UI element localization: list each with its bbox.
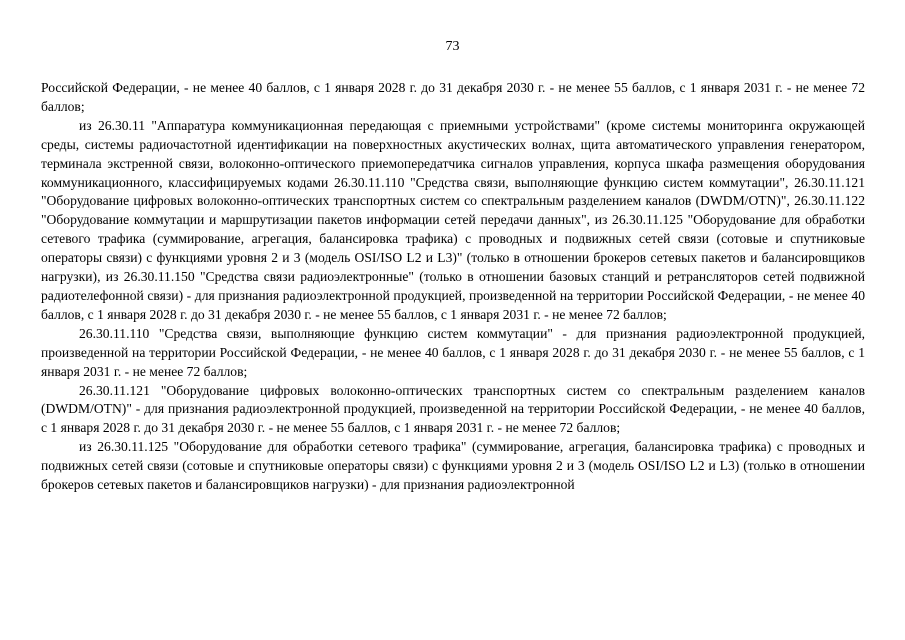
paragraph-item-26-30-11: из 26.30.11 "Аппаратура коммуникационная передающая с приемными устройствами" (кроме системы мониторинга окружающей среды, системы радиочастотной идентификации на поверхностных акустических волнах, щита автоматического управления генератором, терминала экстренной связи, волоконно-оптического приемопередатчика сигналов управления, корпуса шкафа размещения оборудования коммуникационного, классифицируемых кодами 26.30.11.110 "Средства связи, выполняющие функцию систем коммутации", 26.30.11.121 "Оборудование цифровых волоконно-оптических транспортных систем со спектральным разделением каналов (DWDM/OTN)", 26.30.11.122 "Оборудование коммутации и маршрутизации пакетов информации сетей передачи данных", из 26.30.11.125 "Оборудование для обработки сетевого трафика (суммирование, агрегация, балансировка трафика) с проводных и подвижных сетей связи (сотовые и спутниковые операторы связи) с функциями уровня 2 и 3 (модель OSI/ISO L2 и L3)" (только в отношении брокеров сетевых пакетов и балансировщиков нагрузки), из 26.30.11.150 "Средства связи радиоэлектронные" (только в отношении базовых станций и ретрансляторов сетей подвижной радиотелефонной связи) - для признания радиоэлектронной продукцией, произведенной на территории Российской Федерации, - не менее 40 баллов, с 1 января 2028 г. до 31 декабря 2030 г. - не менее 55 баллов, с 1 января 2031 г. - не менее 72 баллов; — [41, 117, 865, 322]
paragraph-item-26-30-11-125: из 26.30.11.125 "Оборудование для обработки сетевого трафика" (суммирование, агрегация, балансировка трафика) с проводных и подвижных сетей связи (сотовые и спутниковые операторы связи) с функциями уровня 2 и 3 (модель OSI/ISO L2 и L3) (только в отношении брокеров сетевых пакетов и балансировщиков нагрузки) - для признания радиоэлектронной — [41, 439, 865, 493]
page-number: 73 — [445, 39, 460, 54]
paragraph-continuation: Российской Федерации, - не менее 40 баллов, с 1 января 2028 г. до 31 декабря 2030 г. - не менее 55 баллов, с 1 января 2031 г. - не менее 72 баллов; — [41, 80, 865, 114]
paragraph-item-26-30-11-121: 26.30.11.121 "Оборудование цифровых волоконно-оптических транспортных систем со спектральным разделением каналов (DWDM/OTN)" - для признания радиоэлектронной продукцией, произведенной на территории Российской Федерации, - не менее 40 баллов, с 1 января 2028 г. до 31 декабря 2030 г. - не менее 55 баллов, с 1 января 2031 г. - не менее 72 баллов; — [41, 382, 865, 436]
paragraph-item-26-30-11-110: 26.30.11.110 "Средства связи, выполняющие функцию систем коммутации" - для признания радиоэлектронной продукцией, произведенной на территории Российской Федерации, - не менее 40 баллов, с 1 января 2028 г. до 31 декабря 2030 г. - не менее 55 баллов, с 1 января 2031 г. - не менее 72 баллов; — [41, 325, 865, 379]
document-body — [41, 79, 865, 495]
